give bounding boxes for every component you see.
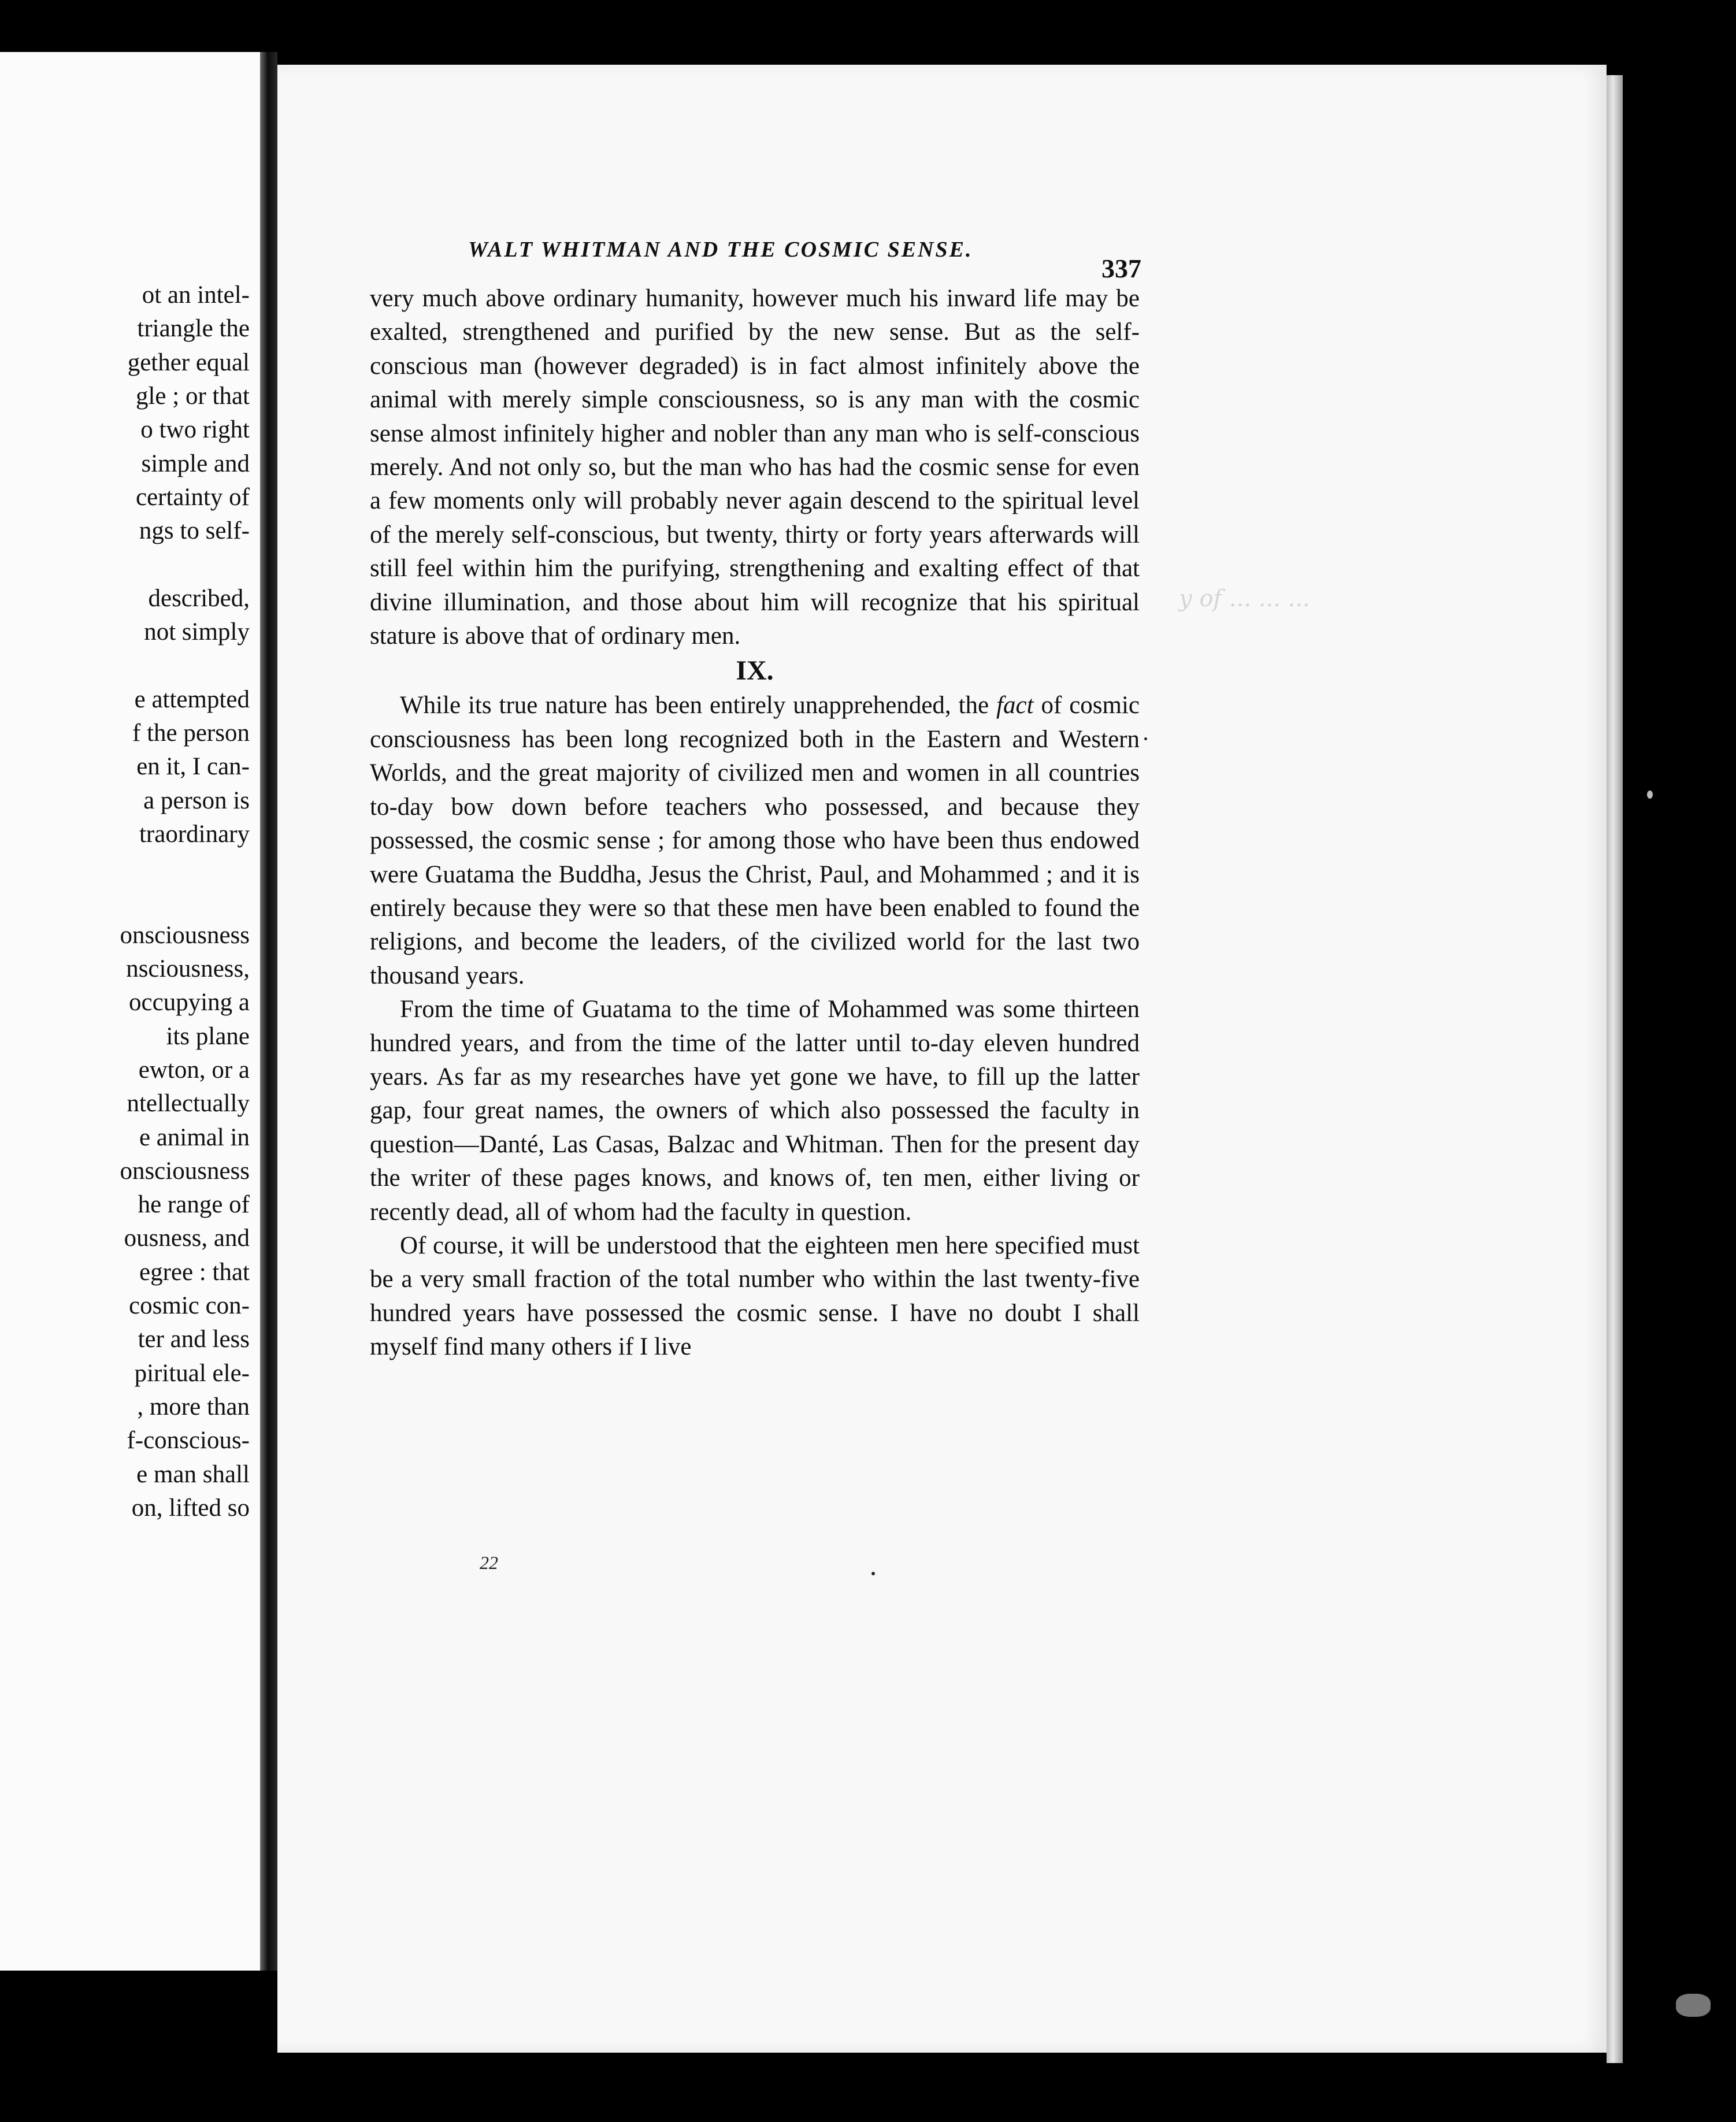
left-page-line: simple and bbox=[141, 450, 250, 477]
left-page-line: , more than bbox=[137, 1393, 250, 1420]
section-heading: IX. bbox=[736, 655, 774, 687]
left-page-line: cosmic con- bbox=[129, 1292, 250, 1319]
paragraph-fact-of-cosmic-consciousness bbox=[370, 689, 1140, 993]
dust-speck bbox=[871, 1572, 875, 1575]
left-page-line: onsciousness bbox=[120, 921, 250, 949]
left-page-line: gether equal bbox=[127, 348, 250, 376]
dust-speck bbox=[1676, 1994, 1711, 2017]
paragraph-text-start: While its true nature has been entirely unapprehended, the bbox=[400, 692, 997, 719]
left-page-line: e attempted bbox=[134, 685, 250, 713]
left-page-line: e man shall bbox=[136, 1460, 250, 1488]
left-page-line: a person is bbox=[143, 787, 250, 814]
left-page-line: triangle the bbox=[137, 315, 250, 343]
left-page-line: he range of bbox=[138, 1191, 250, 1219]
left-page-line: on, lifted so bbox=[131, 1494, 250, 1522]
left-page-line: described, bbox=[148, 584, 250, 612]
left-page-line: its plane bbox=[166, 1022, 250, 1050]
left-page-line: ntellectually bbox=[127, 1090, 250, 1118]
paragraph-guatama-to-mohammed: From the time of Guatama to the time of Mohammed was some thirteen hundred years, and from the time of the latter until to-day eleven hundred years. As far as my researches have yet gone we have, to fill up the latter gap, four great names, the owners of which also possessed the faculty in question—Danté, Las Casas, Balzac and Whitman. Then for the present day the writer of these pages knows, and knows of, ten men, either living or recently dead, all of whom had the faculty in question. bbox=[370, 996, 1140, 1226]
left-page-line: not simply bbox=[144, 618, 250, 645]
left-page-line: occupying a bbox=[129, 989, 250, 1017]
left-page-line: egree : that bbox=[139, 1258, 250, 1286]
page-edge-shadow bbox=[1607, 75, 1623, 2063]
page-number: 337 bbox=[1101, 254, 1141, 283]
left-page-line: ousness, and bbox=[124, 1225, 250, 1252]
left-page-line: gle ; or that bbox=[135, 382, 250, 410]
left-page-line: o two right bbox=[140, 416, 250, 444]
dust-speck bbox=[1144, 737, 1147, 740]
dust-speck bbox=[1647, 791, 1653, 799]
left-page-line: onsciousness bbox=[120, 1157, 250, 1185]
handwritten-margin-note: y of ... ... ... bbox=[1179, 585, 1310, 612]
left-page-line: e animal in bbox=[139, 1123, 250, 1151]
left-page-line: ot an intel- bbox=[142, 281, 250, 309]
left-page-line: ewton, or a bbox=[138, 1056, 250, 1084]
paragraph-continued: very much above ordinary humanity, however much his inward life may be exalted, strengthened and purified by the new sense. But as the self-conscious man (however degraded) is in fact almost infinitely above the animal with merely simple consciousness, so is any man with the cosmic sense almost infinitely higher and nobler than any man who is self-conscious merely. And not only so, but the man who has had the cosmic sense for even a few moments only will probably never again descend to the spiritual level of the merely self-conscious, but twenty, thirty or forty years afterwards will still feel within him the purifying, strengthening and exalting effect of that divine illumination, and those about him will recognize that his spiritual stature is above that of ordinary men. bbox=[370, 285, 1140, 650]
left-page-line: f-conscious- bbox=[127, 1427, 250, 1455]
left-page-line: traordinary bbox=[139, 820, 250, 848]
left-page-line: ter and less bbox=[138, 1326, 250, 1353]
left-facing-page bbox=[0, 52, 262, 1971]
left-page-line: f the person bbox=[132, 719, 250, 747]
running-head: WALT WHITMAN AND THE COSMIC SENSE. bbox=[468, 238, 973, 262]
paragraph-eighteen-men: Of course, it will be understood that the eighteen men here specified must be a very small fraction of the total number who within the last twenty-five hundred years have possessed the cosmic sense. I have no doubt I shall myself find many others if I live bbox=[370, 1231, 1140, 1361]
emphasized-word: fact bbox=[996, 692, 1034, 719]
left-page-line: nsciousness, bbox=[126, 955, 250, 982]
left-page-line: piritual ele- bbox=[134, 1359, 250, 1387]
book-gutter bbox=[260, 52, 277, 1971]
left-page-line: ngs to self- bbox=[139, 517, 250, 545]
body-text bbox=[370, 282, 1140, 1364]
signature-mark: 22 bbox=[480, 1552, 498, 1573]
left-page-line: certainty of bbox=[136, 483, 250, 511]
paragraph-text-rest: of cosmic consciousness has been long recognized both in the Eastern and Western Worlds, and the great majority of civilized men and women in all countries to-day bow down before teachers who possessed, and because they possessed, the cosmic sense ; for among those who have been thus endowed were Guatama the Buddha, Jesus the Christ, Paul, and Mohammed ; and it is entirely because they were so that these men have been enabled to found the religions, and become the leaders, of the civilized world for the last two thousand years. bbox=[370, 692, 1140, 989]
left-page-line: en it, I can- bbox=[136, 753, 250, 781]
